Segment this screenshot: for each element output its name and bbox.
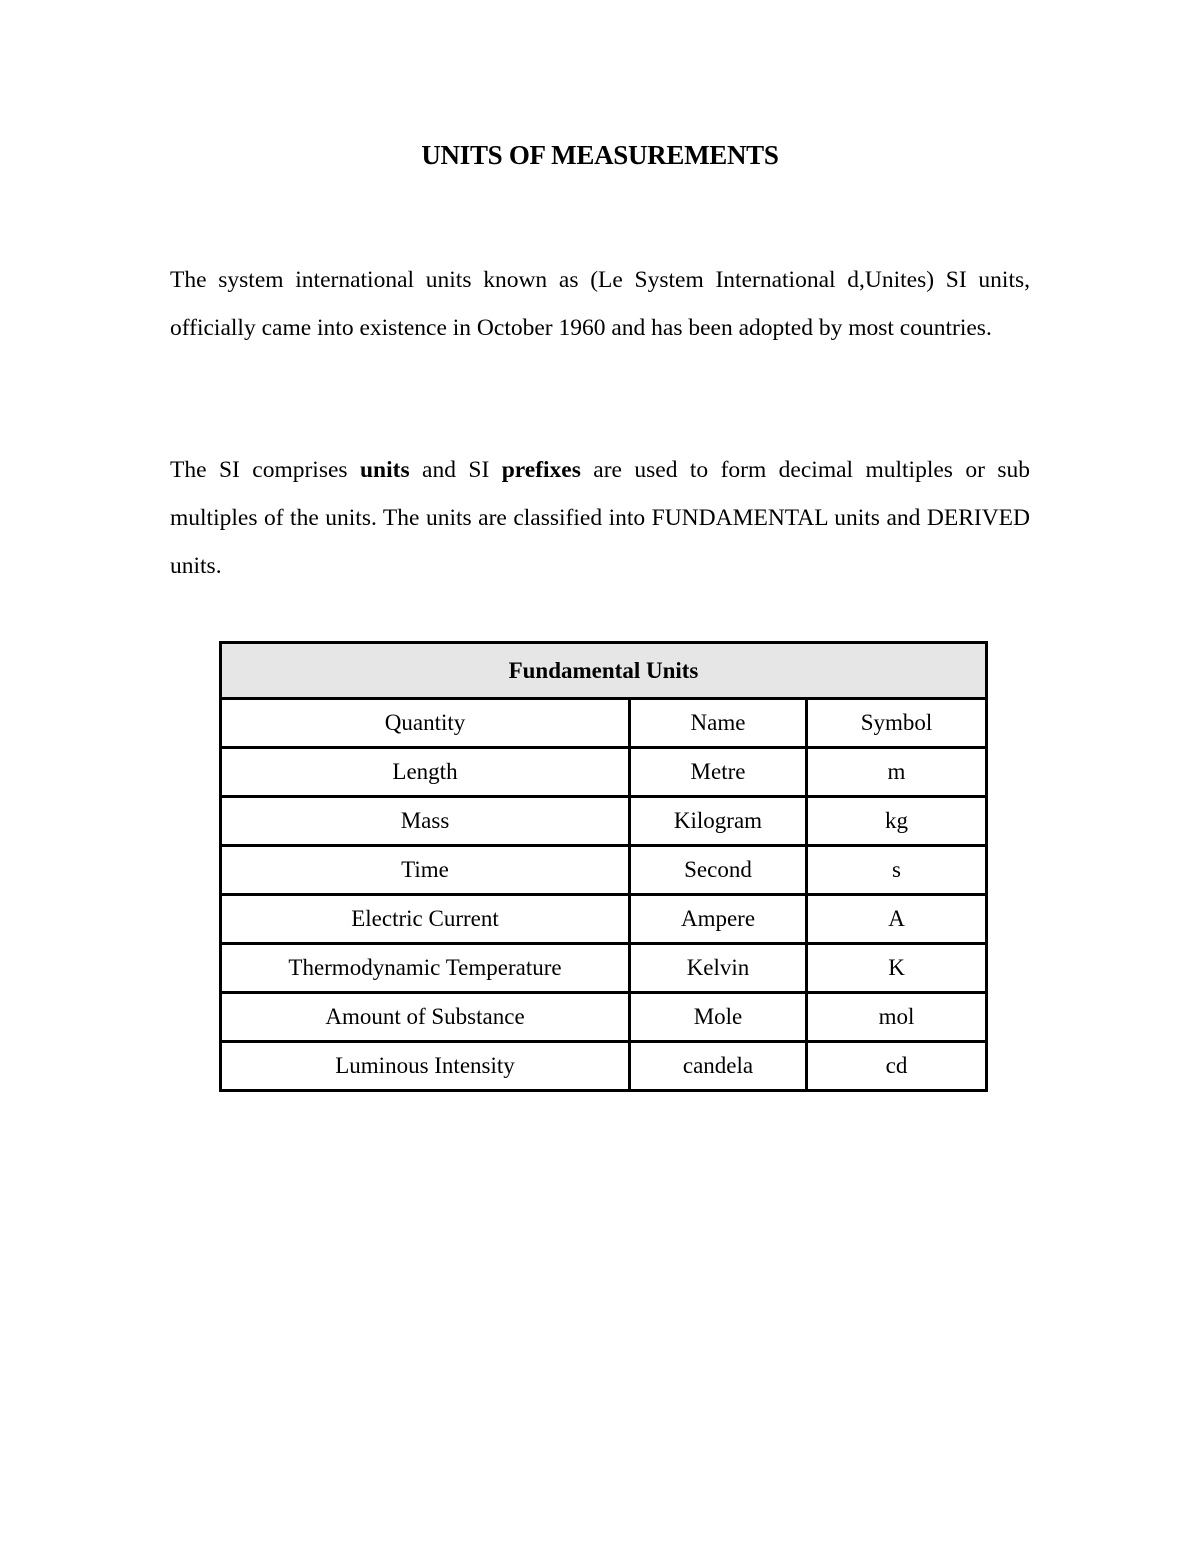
cell-name: Second	[630, 846, 807, 895]
cell-quantity: Luminous Intensity	[221, 1042, 630, 1091]
cell-name: Kelvin	[630, 944, 807, 993]
cell-symbol: kg	[807, 797, 987, 846]
cell-symbol: cd	[807, 1042, 987, 1091]
header-quantity: Quantity	[221, 699, 630, 748]
table-header-row	[221, 699, 987, 748]
si-paragraph-text: are used to form decimal multiples or sub multiples of the units. The units are classified into FUNDAMENTAL units and DERIVED units.	[170, 457, 1030, 579]
si-paragraph-text: The SI comprises	[170, 457, 360, 483]
cell-quantity: Length	[221, 748, 630, 797]
cell-symbol: K	[807, 944, 987, 993]
table-caption: Fundamental Units	[221, 643, 987, 699]
cell-name: Metre	[630, 748, 807, 797]
cell-quantity: Time	[221, 846, 630, 895]
cell-quantity: Electric Current	[221, 895, 630, 944]
table-row	[221, 993, 987, 1042]
cell-quantity: Mass	[221, 797, 630, 846]
cell-quantity: Amount of Substance	[221, 993, 630, 1042]
page-title: UNITS OF MEASUREMENTS	[421, 140, 779, 170]
cell-symbol: mol	[807, 993, 987, 1042]
cell-name: Ampere	[630, 895, 807, 944]
table-row	[221, 944, 987, 993]
intro-paragraph: The system international units known as (Le System International d,Unites) SI units, officially came into existence in October 1960 and has been adopted by most countries.	[170, 267, 1030, 341]
header-symbol: Symbol	[807, 699, 987, 748]
cell-symbol: m	[807, 748, 987, 797]
table-row	[221, 797, 987, 846]
fundamental-units-table	[219, 641, 988, 1092]
table-caption-row	[221, 643, 987, 699]
si-paragraph-text: and SI	[409, 457, 502, 483]
bold-prefixes: prefixes	[501, 457, 581, 483]
cell-symbol: s	[807, 846, 987, 895]
cell-quantity: Thermodynamic Temperature	[221, 944, 630, 993]
table-row	[221, 895, 987, 944]
bold-units: units	[359, 457, 410, 483]
header-name: Name	[630, 699, 807, 748]
cell-name: Mole	[630, 993, 807, 1042]
cell-symbol: A	[807, 895, 987, 944]
cell-name: Kilogram	[630, 797, 807, 846]
table-row	[221, 846, 987, 895]
table-row	[221, 1042, 987, 1091]
si-paragraph	[170, 446, 1030, 590]
table-row	[221, 748, 987, 797]
cell-name: candela	[630, 1042, 807, 1091]
